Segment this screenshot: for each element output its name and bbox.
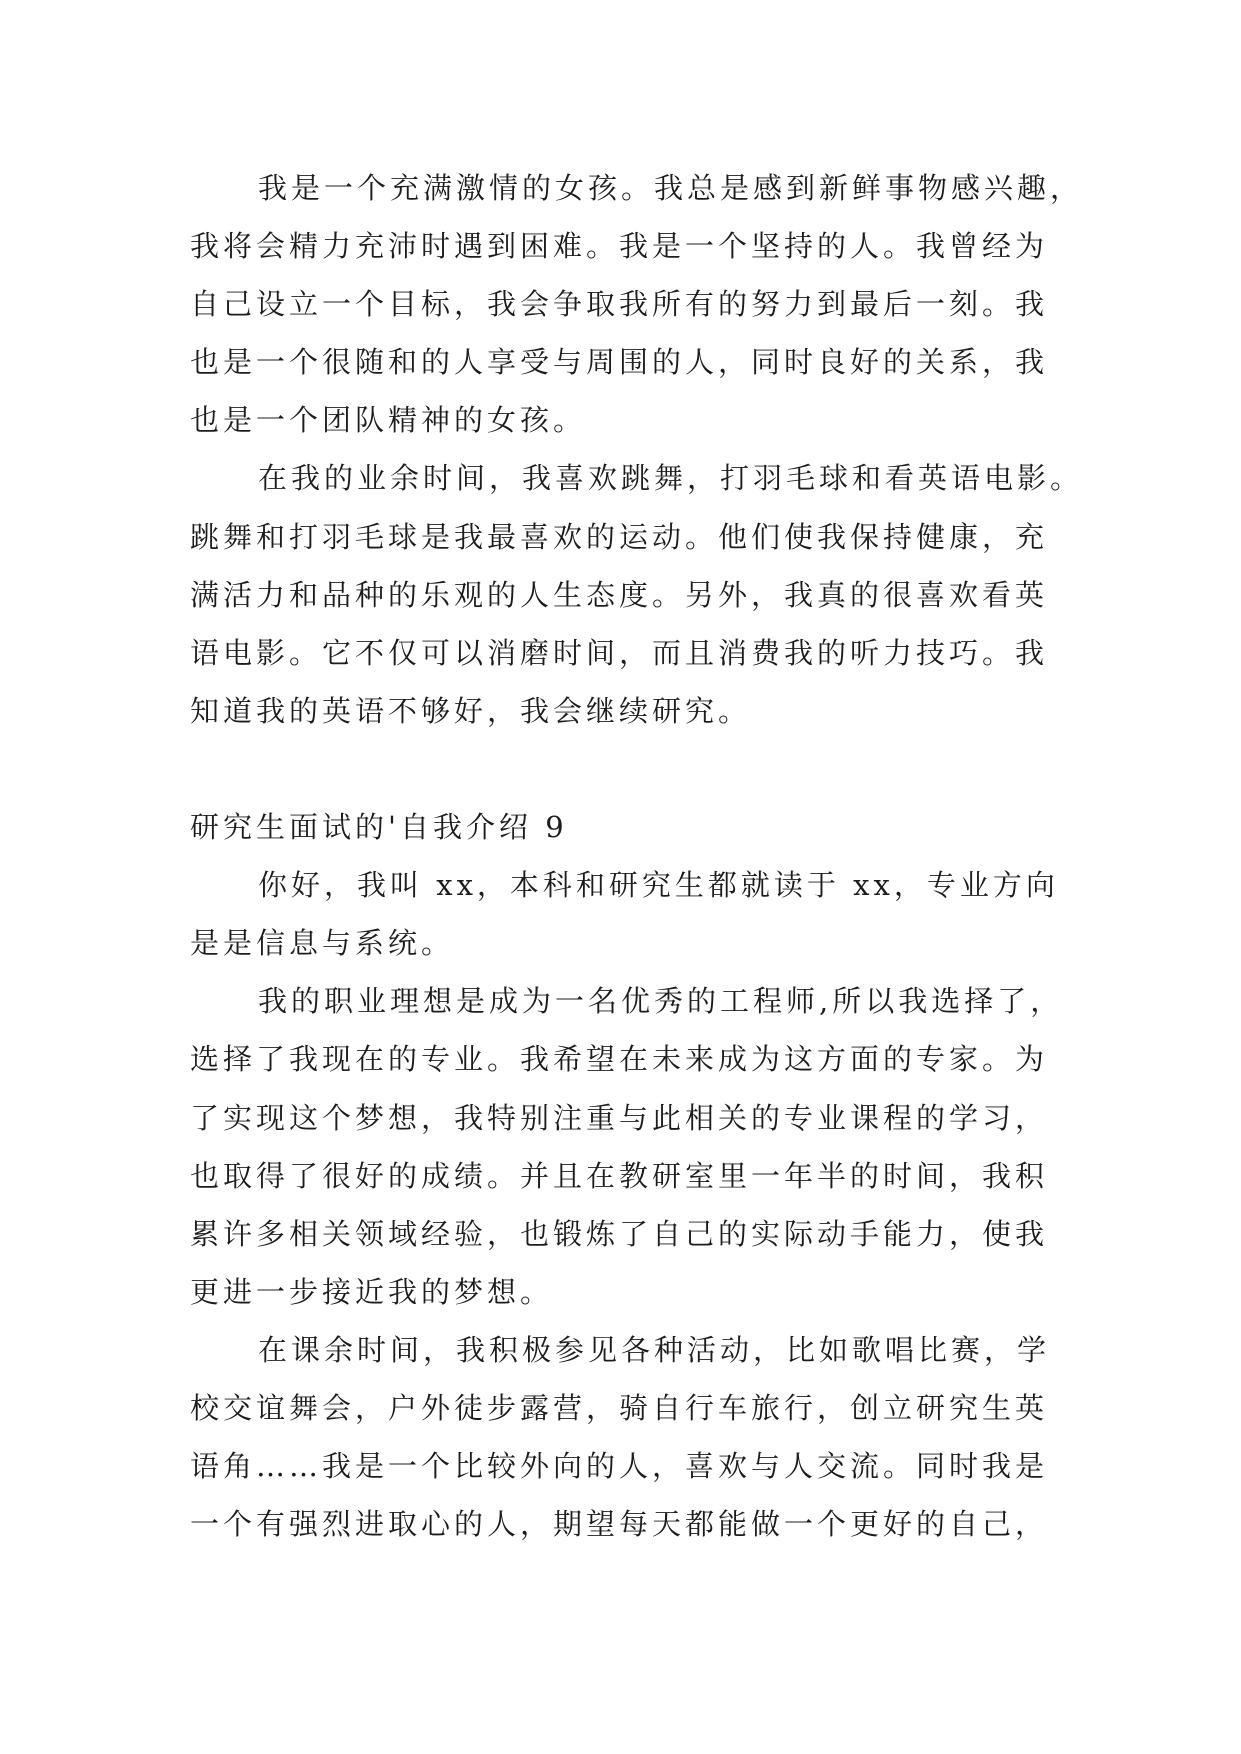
paragraph-line: 我将会精力充沛时遇到困难。我是一个坚持的人。我曾经为 xyxy=(190,229,1049,264)
paragraph-line: 我的职业理想是成为一名优秀的工程师,所以我选择了， xyxy=(258,984,1064,1019)
blank-line xyxy=(190,740,1090,798)
paragraph xyxy=(190,159,1090,449)
paragraph-line: 更进一步接近我的梦想。 xyxy=(190,1274,554,1309)
paragraph-line: 满活力和品种的乐观的人生态度。另外，我真的很喜欢看英 xyxy=(190,577,1049,612)
paragraph-line: 在我的业余时间，我喜欢跳舞，打羽毛球和看英语电影。 xyxy=(258,461,1084,496)
paragraph-line: 语电影。它不仅可以消磨时间，而且消费我的听力技巧。我 xyxy=(190,635,1049,670)
paragraph-line: 是是信息与系统。 xyxy=(190,926,455,961)
paragraph-line: 自己设立一个目标，我会争取我所有的努力到最后一刻。我 xyxy=(190,287,1049,322)
paragraph-line: 也是一个很随和的人享受与周围的人，同时良好的关系，我 xyxy=(190,345,1049,380)
section-heading: 研究生面试的'自我介绍 9 xyxy=(190,810,568,845)
paragraph xyxy=(190,1321,1090,1553)
paragraph-line: 知道我的英语不够好，我会继续研究。 xyxy=(190,693,752,728)
paragraph-line: 一个有强烈进取心的人，期望每天都能做一个更好的自己， xyxy=(190,1507,1049,1542)
paragraph-line: 校交谊舞会，户外徒步露营，骑自行车旅行，创立研究生英 xyxy=(190,1390,1049,1425)
paragraph-line: 了实现这个梦想，我特别注重与此相关的专业课程的学习， xyxy=(190,1100,1049,1135)
paragraph-line: 也是一个团队精神的女孩。 xyxy=(190,403,587,438)
paragraph-line: 我是一个充满激情的女孩。我总是感到新鲜事物感兴趣， xyxy=(258,171,1084,205)
paragraph-line: 在课余时间，我积极参见各种活动，比如歌唱比赛，学 xyxy=(258,1332,1051,1367)
paragraph xyxy=(190,972,1090,1321)
paragraph xyxy=(190,856,1090,972)
paragraph-line: 你好，我叫 xx，本科和研究生都就读于 xx，专业方向 xyxy=(258,868,1059,903)
paragraph-line: 跳舞和打羽毛球是我最喜欢的运动。他们使我保持健康，充 xyxy=(190,519,1049,554)
document-body xyxy=(190,159,1090,1553)
paragraph xyxy=(190,449,1090,739)
paragraph-line: 选择了我现在的专业。我希望在未来成为这方面的专家。为 xyxy=(190,1042,1049,1077)
paragraph-line: 累许多相关领域经验，也锻炼了自己的实际动手能力，使我 xyxy=(190,1216,1049,1251)
paragraph-line: 也取得了很好的成绩。并且在教研室里一年半的时间，我积 xyxy=(190,1158,1049,1193)
paragraph-line: 语角……我是一个比较外向的人，喜欢与人交流。同时我是 xyxy=(190,1449,1049,1484)
